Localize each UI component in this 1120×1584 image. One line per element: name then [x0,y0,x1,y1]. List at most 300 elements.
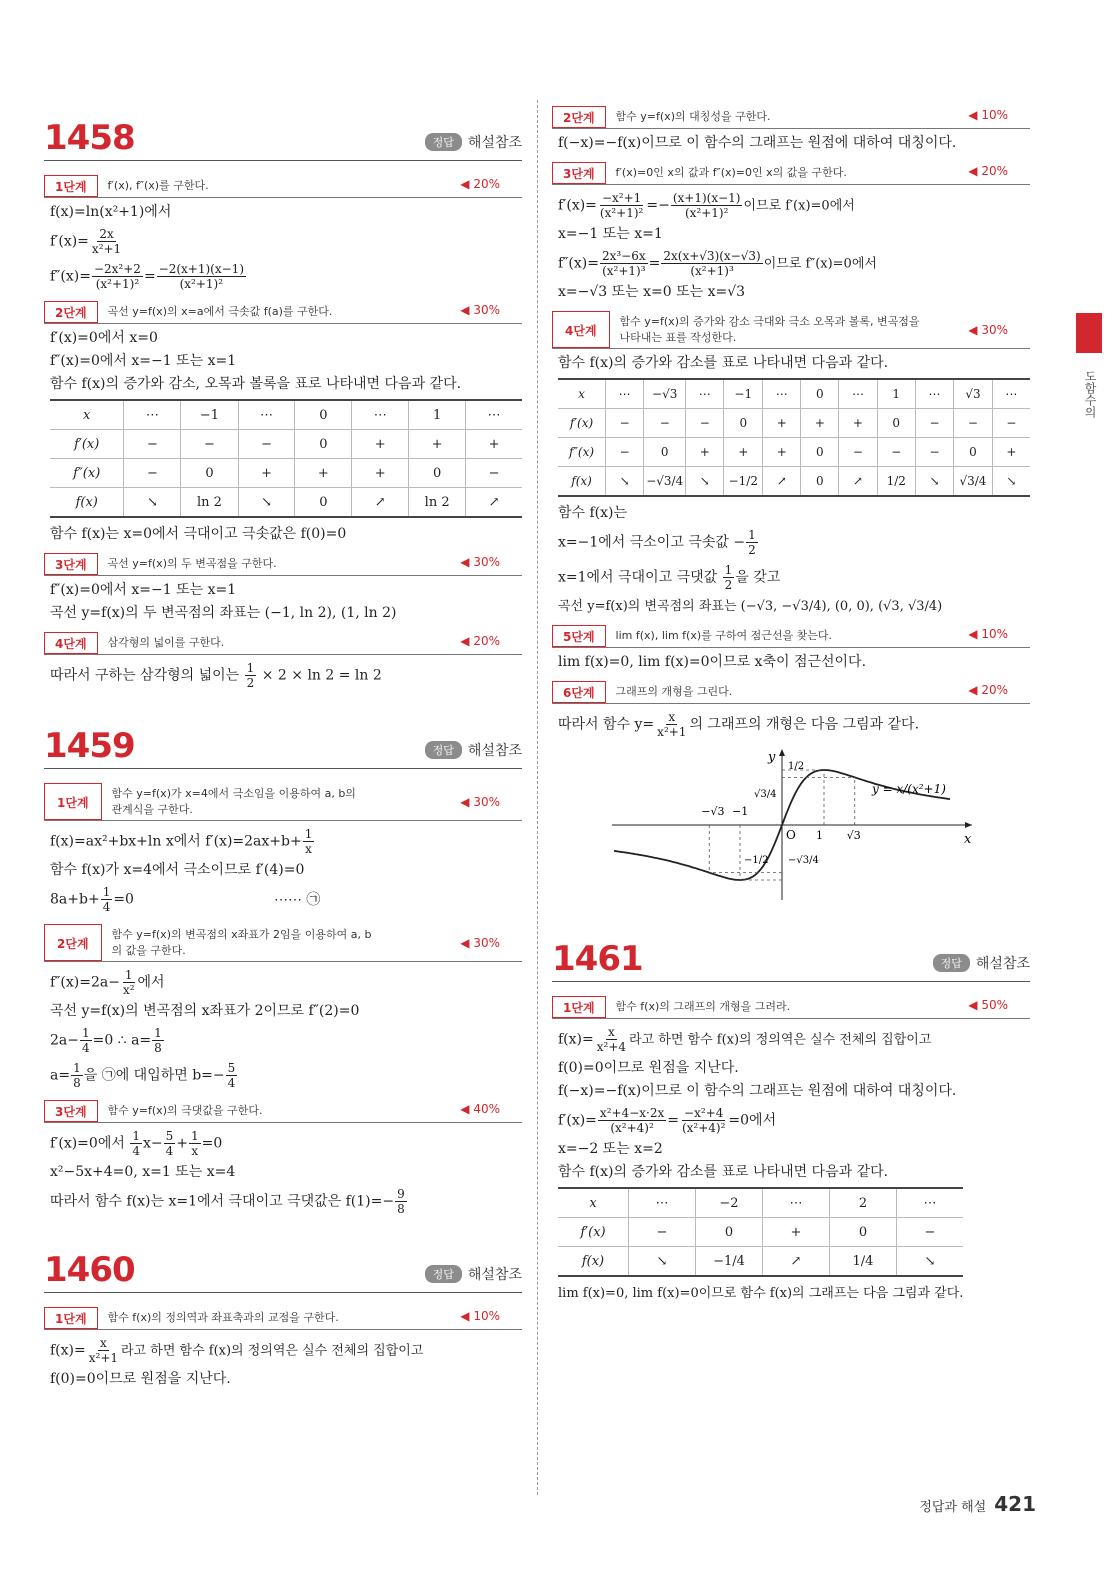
table-cell: 1 [409,400,466,430]
table-cell: ⋯ [763,379,801,409]
table-cell: ⋯ [992,379,1030,409]
table-row [558,1218,963,1247]
denominator: x²+1 [91,242,122,256]
text-line: 함수 f(x)는 [558,505,628,521]
table-cell: ⋯ [686,379,724,409]
text-line: f′(x)=0에서 x=0 [50,330,158,346]
problem-header-1460 [44,1240,522,1293]
eq-text: =0 [113,891,134,908]
numerator: x²+4−x·2x [599,1106,665,1120]
table-cell: 0 [801,438,839,467]
table-cell: + [466,430,522,459]
step-1 [44,783,522,821]
eq-text: 이므로 f″(x)=0에서 [763,256,877,272]
numerator: −2x²+2 [93,262,141,276]
eq-text: = [648,255,661,272]
step-tag: 2단계 [44,924,102,961]
step-tag: 4단계 [552,311,610,348]
text-line: f(−x)=−f(x)이므로 이 함수의 그래프는 원점에 대하여 대칭이다. [558,1083,957,1099]
tick-y-label: −1/2 [744,855,769,866]
fraction [164,1129,176,1158]
row-header-cell: f(x) [558,1247,629,1277]
x-axis-label: x [964,832,972,847]
step-tag: 6단계 [552,681,606,703]
equation-line [558,1025,1030,1054]
step-desc: 곡선 y=f(x)의 두 변곡점을 구한다. [107,557,277,570]
table-row [558,1247,963,1277]
step-tag: 4단계 [44,632,98,654]
page-footer [919,1492,1036,1516]
text-line: f″(x)=0에서 x=−1 또는 x=1 [50,353,237,369]
table-cell: ⋯ [606,379,644,409]
answer-badge: 정답 [425,133,462,151]
step-tag: 2단계 [552,106,606,128]
problem-header-1458 [44,108,522,161]
eq-text: =− [646,197,670,214]
table-cell: − [839,438,877,467]
table-cell: −2 [696,1188,763,1218]
table-cell: − [954,409,993,438]
table-cell: + [409,430,466,459]
denominator: (x²+1)³ [690,264,734,278]
table-cell: 0 [181,459,238,488]
equation-line [50,1336,522,1365]
table-cell: ↗ [763,467,801,497]
fraction [245,661,257,690]
denominator: (x²+4)² [610,1121,654,1135]
denominator: 8 [397,1202,405,1216]
step-desc: 함수 y=f(x)의 극댓값을 구한다. [107,1104,263,1117]
text-line: 함수 f(x)의 증가와 감소를 표로 나타내면 다음과 같다. [558,1164,889,1180]
eq-text: 2a− [50,1032,79,1049]
numerator: 1 [304,827,313,841]
table-row [558,467,1030,497]
table-cell: 0 [801,467,839,497]
table-cell: ln 2 [409,488,466,518]
denominator: 4 [81,1041,90,1055]
numerator: 9 [397,1187,405,1201]
tick-x-label: −1 [732,805,749,818]
table-cell: √3 [954,379,993,409]
variation-table [558,1187,963,1277]
equation-line [50,968,522,997]
table-cell: 1/2 [877,467,915,497]
table-cell: 0 [295,488,352,518]
chapter-tab-label: 도함수의 [1083,370,1097,418]
step-2 [44,924,522,962]
step-3 [552,162,1030,185]
step-tag: 1단계 [552,996,606,1018]
table-cell: + [763,438,801,467]
table-cell: − [992,409,1030,438]
eq-text: f′(x)=0에서 [50,1135,125,1152]
table-cell: −1/2 [724,467,763,497]
eq-text: f″(x)= [558,255,599,272]
table-cell: − [466,459,522,488]
table-row [50,430,522,459]
step-tag: 2단계 [44,301,98,323]
text-line: 함수 f(x)의 증가와 감소를 표로 나타내면 다음과 같다. [558,355,889,371]
eq-text: 을 ㉠에 대입하면 b=− [83,1067,225,1084]
table-cell: − [124,430,181,459]
answer-text: 해설참조 [467,1267,522,1283]
denominator: 8 [73,1076,81,1090]
answer-badge: 정답 [425,741,462,759]
eq-text: + [176,1135,188,1152]
table-cell: ↘ [992,467,1030,497]
table-cell: √3/4 [954,467,993,497]
step-desc: 함수 f(x)의 그래프의 개형을 그려라. [615,1000,791,1013]
table-cell: 0 [644,438,686,467]
fraction [80,1026,92,1055]
step-3 [44,1100,522,1123]
numerator: x [99,1336,107,1350]
right-column [552,100,1030,1308]
table-cell: − [915,438,953,467]
text-line: lim f(x)=0, lim f(x)=0이므로 함수 f(x)의 그래프는 다음 그림과 같다. [558,1286,964,1301]
denominator: x²+1 [88,1351,119,1365]
problem-number: 1460 [44,1250,135,1290]
denominator: x²+1 [657,725,687,739]
numerator: 2x(x+√3)(x−√3) [663,249,761,263]
text-line: f(0)=0이므로 원점을 지난다. [558,1060,739,1076]
step-tag: 5단계 [552,625,606,647]
table-cell: − [181,430,238,459]
numerator: 1 [102,885,111,899]
table-cell: 1/4 [830,1247,897,1277]
tick-x-label: 1 [816,829,823,842]
table-cell: + [992,438,1030,467]
column-divider [537,100,538,1495]
text-line: f(0)=0이므로 원점을 지난다. [50,1371,231,1387]
answer-ref [425,740,522,760]
table-cell: 0 [954,438,993,467]
step-tag: 3단계 [44,553,98,575]
table-cell: ↗ [352,488,409,518]
denominator: 2 [748,543,756,557]
problem-header-1459 [44,716,522,769]
table-cell: −1 [181,400,238,430]
row-header-cell: f(x) [558,467,606,497]
text-line: f″(x)=0에서 x=−1 또는 x=1 [50,582,237,598]
tick-y-label: −√3/4 [788,855,819,866]
equation-line [558,191,1030,220]
answer-badge: 정답 [933,954,970,972]
eq-text: =0 [201,1135,223,1152]
table-cell: + [238,459,295,488]
text-line: f(−x)=−f(x)이므로 이 함수의 그래프는 원점에 대하여 대칭이다. [558,135,957,151]
text-line: f(x)=ln(x²+1)에서 [50,204,172,220]
step-desc: f′(x)=0인 x의 값과 f″(x)=0인 x의 값을 구한다. [615,166,847,179]
fraction [101,885,113,914]
denominator: x [305,842,312,856]
numerator: 1 [132,1129,140,1143]
table-cell: − [606,409,644,438]
eq-text: f″(x)= [50,268,91,285]
denominator: (x²+1)² [95,277,140,291]
table-cell: + [801,409,839,438]
fraction [598,1106,666,1135]
tick-y-label: √3/4 [754,789,777,800]
numerator: 5 [165,1129,174,1143]
step-percent: ◀ 10% [968,108,1008,122]
fraction [152,1026,164,1055]
equation-line [558,528,1030,557]
y-axis-arrow [779,749,785,756]
eq-text: 의 그래프의 개형은 다음 그림과 같다. [689,716,920,733]
step-3 [44,553,522,576]
eq-text: f′(x)= [558,197,597,214]
variation-table [558,378,1030,497]
equation-line [558,1106,1030,1135]
step-desc: 함수 y=f(x)의 대칭성을 구한다. [615,110,771,123]
row-header-cell: f′(x) [558,1218,629,1247]
step-percent: ◀ 10% [460,1309,500,1323]
table-cell: ↘ [238,488,295,518]
step-percent: ◀ 20% [968,683,1008,697]
fraction [87,1336,120,1365]
table-cell: 0 [696,1218,763,1247]
tick-x-label: −√3 [701,805,725,818]
step-tag: 3단계 [552,162,606,184]
step-1 [44,175,522,198]
table-cell: + [839,409,877,438]
variation-table [50,399,522,518]
equation-line [50,1061,522,1090]
answer-text: 해설참조 [467,743,522,759]
numerator: −2(x+1)(x−1) [158,262,245,276]
fraction [723,563,735,592]
text-line: 함수 f(x)는 x=0에서 극대이고 극솟값은 f(0)=0 [50,526,347,542]
step-5 [552,625,1030,648]
text-line: 함수 f(x)가 x=4에서 극소이므로 f′(4)=0 [50,862,305,878]
numerator: x [668,710,676,724]
step-percent: ◀ 20% [968,164,1008,178]
fraction [598,191,645,220]
eq-text: x=1에서 극대이고 극댓값 [558,569,718,586]
table-cell: 0 [724,409,763,438]
table-cell: 0 [877,409,915,438]
denominator: x²+4 [596,1040,627,1054]
equation-line [50,1129,522,1158]
fraction [226,1061,238,1090]
problem-number: 1458 [44,118,135,158]
step-1 [552,996,1030,1019]
fraction [121,968,137,997]
step-desc: f′(x), f″(x)를 구한다. [107,179,209,192]
numerator: −x²+1 [601,191,642,205]
table-cell: − [629,1218,696,1247]
denominator: 4 [132,1144,140,1158]
table-row [50,400,522,430]
table-row [558,409,1030,438]
numerator: 2x³−6x [601,249,646,263]
table-row [558,438,1030,467]
problem-number: 1461 [552,939,643,979]
numerator: 1 [724,563,733,577]
table-cell: ↗ [763,1247,830,1277]
table-cell: −√3 [644,379,686,409]
denominator: 4 [227,1076,236,1090]
numerator: 1 [246,661,255,675]
table-cell: + [352,459,409,488]
function-graph [602,745,982,905]
answer-ref [933,953,1030,973]
left-column [44,100,522,1394]
step-desc: lim f(x), lim f(x)를 구하여 점근선을 찾는다. [615,629,832,642]
table-cell: − [124,459,181,488]
denominator: 4 [102,900,111,914]
step-percent: ◀ 20% [460,634,500,648]
eq-text: x=−1에서 극소이고 극솟값 − [558,534,746,551]
answer-ref [425,1264,522,1284]
step-desc: 함수 f(x)의 정의역과 좌표축과의 교점을 구한다. [107,1311,339,1324]
equation-line [50,661,522,690]
tick-y-label: 1/2 [788,761,805,772]
equation-line [50,885,522,914]
fraction [655,710,688,739]
table-cell: − [915,409,953,438]
table-cell: ln 2 [181,488,238,518]
denominator: (x²+4)² [681,1121,726,1135]
step-desc: 함수 y=f(x)의 증가와 감소 극대와 극소 오목과 볼록, 변곡점을 나타내는 표를 작성한다. [619,314,920,344]
equation-line [558,563,1030,592]
eq-text: f′(x)= [50,233,89,250]
page-number: 421 [994,1492,1036,1516]
text-line: 곡선 y=f(x)의 변곡점의 좌표는 (−√3, −√3/4), (0, 0), (√3, √3/4) [558,599,943,614]
step-desc: 삼각형의 넓이를 구한다. [107,636,225,649]
step-percent: ◀ 30% [968,323,1008,337]
eq-text: 따라서 함수 f(x)는 x=1에서 극대이고 극댓값은 f(1)=− [50,1193,395,1210]
numerator: 5 [227,1061,236,1075]
eq-text: × 2 × ln 2 = ln 2 [261,667,382,684]
row-header-cell: f′(x) [50,430,124,459]
table-cell: ↘ [629,1247,696,1277]
text-line: lim f(x)=0, lim f(x)=0이므로 x축이 점근선이다. [558,654,867,670]
numerator: (x+1)(x−1) [672,191,741,205]
eq-text: 에서 [137,974,165,991]
eq-text: =0에서 [728,1112,777,1129]
fraction [130,1129,142,1158]
eq-text: 라고 하면 함수 f(x)의 정의역은 실수 전체의 집합이고 [121,1343,424,1359]
eq-text: f″(x)=2a− [50,974,120,991]
curve-label: y = x/(x²+1) [872,782,946,796]
fraction [71,1061,83,1090]
table-cell: − [686,409,724,438]
step-desc: 그래프의 개형을 그린다. [615,685,733,698]
step-desc: 함수 y=f(x)가 x=4에서 극소임을 이용하여 a, b의 관계식을 구한다. [111,786,356,816]
answer-ref [425,132,522,152]
footer-label: 정답과 해설 [919,1500,987,1515]
fraction [595,1025,628,1054]
table-cell: ⋯ [915,379,953,409]
table-cell: 0 [830,1218,897,1247]
table-cell: −√3/4 [644,467,686,497]
fraction [395,1187,407,1216]
table-cell: 0 [295,400,352,430]
text-line: 곡선 y=f(x)의 두 변곡점의 좌표는 (−1, ln 2), (1, ln 2) [50,605,397,621]
text-line: x=−1 또는 x=1 [558,226,663,242]
table-cell: − [606,438,644,467]
step-tag: 3단계 [44,1100,98,1122]
table-cell: + [724,438,763,467]
table-cell: ⋯ [763,1188,830,1218]
eq-text: 8a+b+ [50,891,100,908]
equation-line [50,1187,522,1216]
table-cell: − [897,1218,964,1247]
table-cell: ↘ [915,467,953,497]
answer-text: 해설참조 [467,135,522,151]
denominator: 2 [724,578,733,592]
text-line: 곡선 y=f(x)의 변곡점의 x좌표가 2이므로 f″(2)=0 [50,1003,360,1019]
origin-label: O [786,828,796,842]
table-cell: + [763,409,801,438]
table-cell: ↗ [839,467,877,497]
problem-number: 1459 [44,726,135,766]
eq-text: f(x)= [558,1031,594,1048]
step-percent: ◀ 30% [460,303,500,317]
denominator: 4 [165,1144,174,1158]
equation-line [50,227,522,256]
denominator: (x²+1)² [599,206,644,220]
table-cell: ↘ [897,1247,964,1277]
equation-line [50,827,522,856]
table-row [558,1188,963,1218]
chapter-tab [1076,313,1102,353]
step-4 [552,311,1030,349]
table-cell: ⋯ [897,1188,964,1218]
table-cell: ⋯ [839,379,877,409]
denominator: x [191,1144,199,1158]
equation-mark: ⋯⋯ ㉠ [273,891,321,908]
fraction [90,227,123,256]
numerator: 2x [99,227,114,241]
answer-badge: 정답 [425,1265,462,1283]
denominator: (x²+1)² [179,277,224,291]
step-tag: 1단계 [44,783,102,820]
numerator: 1 [124,968,133,982]
table-cell: + [352,430,409,459]
text-line: x²−5x+4=0, x=1 또는 x=4 [50,1164,236,1180]
table-cell: 0 [409,459,466,488]
denominator: 8 [154,1041,162,1055]
step-tag: 1단계 [44,175,98,197]
text-line: x=−2 또는 x=2 [558,1141,663,1157]
row-header-cell: x [50,400,124,430]
table-cell: 2 [830,1188,897,1218]
table-cell: 0 [801,379,839,409]
table-row [558,379,1030,409]
table-cell: ↘ [606,467,644,497]
table-cell: + [686,438,724,467]
text-line: x=−√3 또는 x=0 또는 x=√3 [558,284,746,300]
fraction [600,249,648,278]
equation-line [50,262,522,291]
fraction [303,827,315,856]
tick-x-label: √3 [846,829,861,842]
numerator: 1 [748,528,756,542]
numerator: x [607,1025,615,1039]
equation-line [558,710,1030,739]
step-1 [44,1307,522,1330]
table-cell: ↘ [124,488,181,518]
table-cell: ↘ [686,467,724,497]
step-percent: ◀ 20% [460,177,500,191]
eq-text: 이므로 f′(x)=0에서 [743,198,855,214]
eq-text: a= [50,1067,71,1084]
table-cell: −1 [724,379,763,409]
eq-text: f′(x)= [558,1112,597,1129]
